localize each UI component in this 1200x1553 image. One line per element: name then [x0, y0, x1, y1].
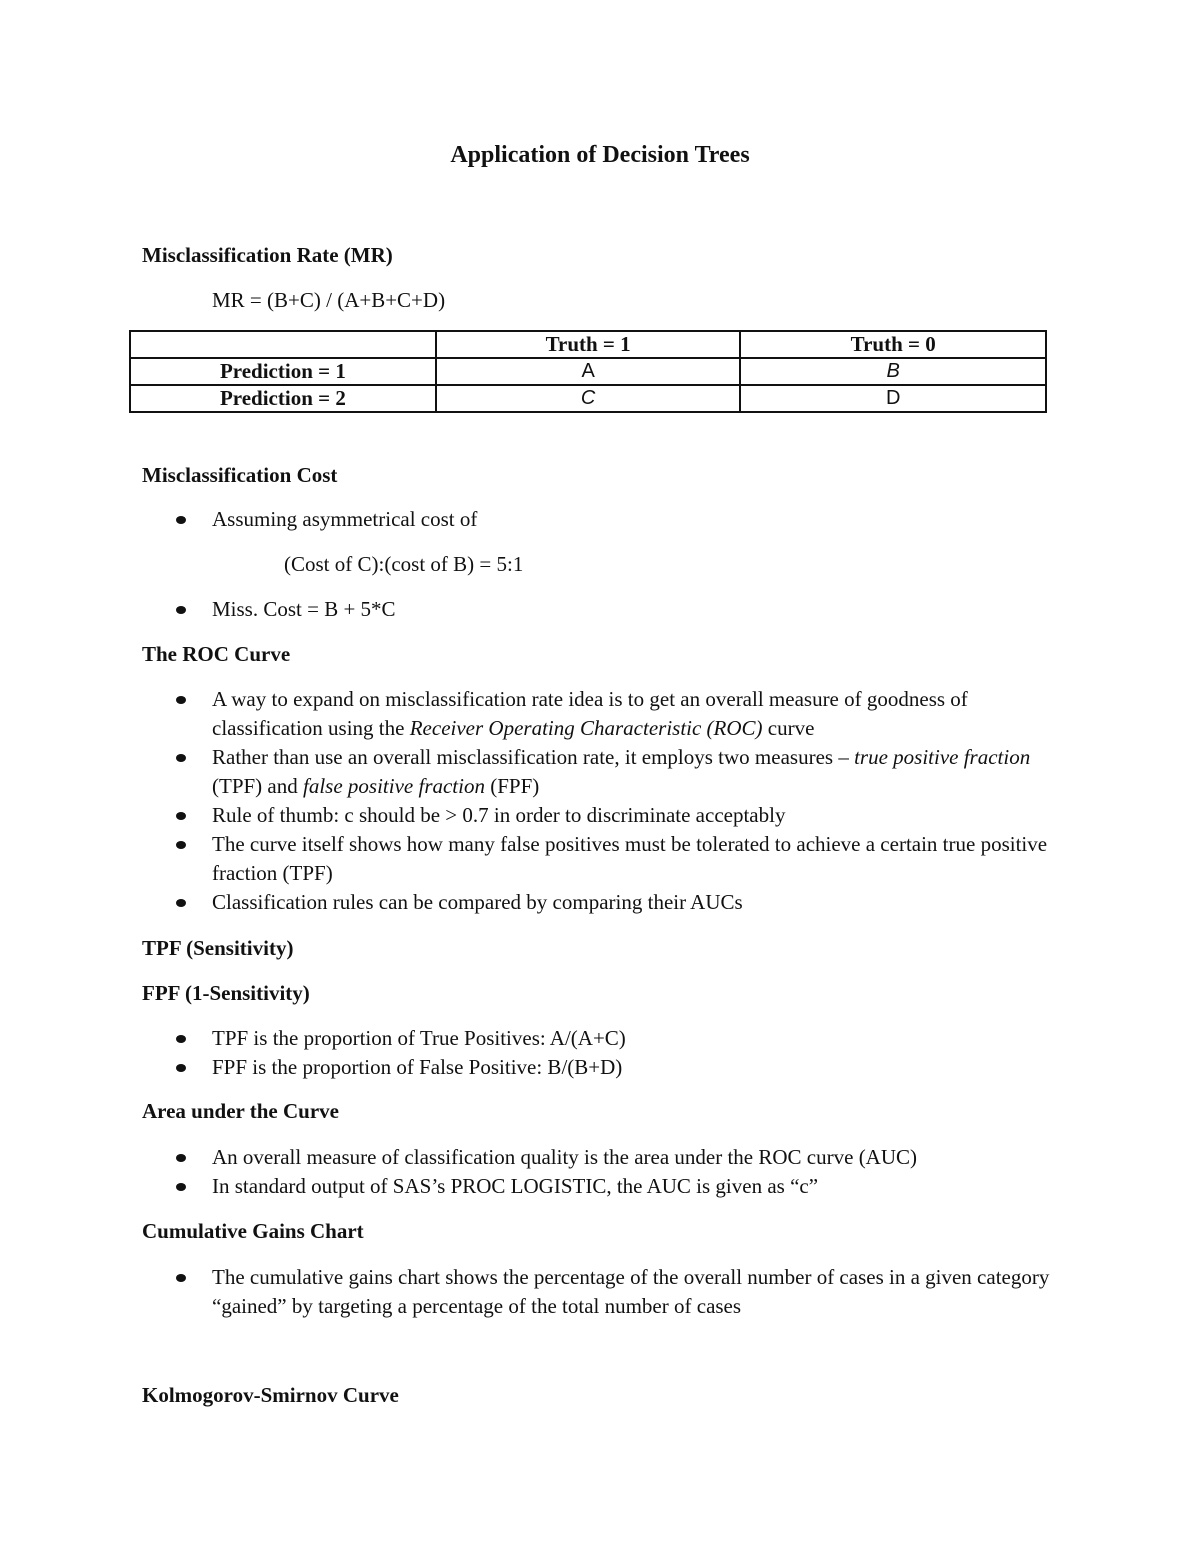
list-item-text: The curve itself shows how many false positives must be tolerated to achieve a certain true positive fraction (TPF): [212, 832, 1048, 885]
list-item-text: In standard output of SAS’s PROC LOGISTIC, the AUC is given as “c”: [212, 1174, 819, 1198]
list-item: [0, 1263, 1200, 1321]
heading-roc-curve: The ROC Curve: [142, 642, 291, 666]
list-item-text: The cumulative gains chart shows the percentage of the overall number of cases in a given category “gained” by targeting a percentage of the total number of cases: [212, 1265, 1050, 1318]
table-cell-a: A: [436, 358, 741, 385]
list-item-text: An overall measure of classification quality is the area under the ROC curve (AUC): [212, 1145, 918, 1169]
auc-bullet-list: [0, 1143, 1200, 1201]
bullet-icon: [176, 899, 186, 907]
bullet-icon: [176, 516, 186, 524]
list-item: [0, 1143, 1200, 1172]
cost-bullet-list-1: [0, 505, 1200, 534]
table-row: [130, 385, 1046, 412]
heading-cumulative-gains: Cumulative Gains Chart: [142, 1219, 364, 1243]
bullet-icon: [176, 606, 186, 614]
bullet-icon: [176, 812, 186, 820]
table-header-truth-1: Truth = 1: [436, 331, 741, 358]
heading-kolmogorov-smirnov: Kolmogorov-Smirnov Curve: [142, 1383, 399, 1407]
table-row: [130, 358, 1046, 385]
table-cell-d: D: [740, 385, 1046, 412]
table-row-label-prediction-2: Prediction = 2: [130, 385, 436, 412]
cost-bullet-list-2: [0, 595, 1200, 624]
list-item: [0, 505, 1200, 534]
list-item-text: (TPF) and: [212, 774, 303, 798]
table-cell-b: B: [740, 358, 1046, 385]
table-header-truth-0: Truth = 0: [740, 331, 1046, 358]
list-item: [0, 830, 1200, 888]
list-item: [0, 1172, 1200, 1201]
list-item-text: FPF is the proportion of False Positive: B/(B+D): [212, 1055, 623, 1079]
bullet-icon: [176, 1274, 186, 1282]
list-item-text: curve: [762, 716, 815, 740]
roc-bullet-list: [0, 685, 1200, 917]
mr-formula: MR = (B+C) / (A+B+C+D): [212, 288, 446, 312]
cost-ratio: (Cost of C):(cost of B) = 5:1: [284, 552, 524, 576]
table-header-row: [130, 331, 1046, 358]
table-row-label-prediction-1: Prediction = 1: [130, 358, 436, 385]
list-item-text: (FPF): [484, 774, 540, 798]
list-item: [0, 685, 1200, 743]
list-item: [0, 801, 1200, 830]
list-item-text: A way to expand on misclassification rate idea is to get an overall measure of goodness of classification using the: [212, 687, 968, 740]
table-cell-c: C: [436, 385, 741, 412]
table-cell-corner: [130, 331, 436, 358]
heading-misclassification-cost: Misclassification Cost: [142, 463, 338, 487]
list-item-text: Classification rules can be compared by comparing their AUCs: [212, 890, 743, 914]
list-item: [0, 743, 1200, 801]
fpf-bullet-list: [0, 1024, 1200, 1082]
heading-fpf: FPF (1-Sensitivity): [142, 981, 310, 1005]
heading-tpf: TPF (Sensitivity): [142, 936, 294, 960]
bullet-icon: [176, 1154, 186, 1162]
document-title: Application of Decision Trees: [450, 142, 750, 168]
confusion-matrix-table: [129, 330, 1047, 413]
heading-misclassification-rate: Misclassification Rate (MR): [142, 243, 393, 267]
list-item: [0, 595, 1200, 624]
list-item-text: Miss. Cost = B + 5*C: [212, 597, 396, 621]
list-item-text: TPF is the proportion of True Positives: A/(A+C): [212, 1026, 626, 1050]
list-item: [0, 1053, 1200, 1082]
list-item-text: Rule of thumb: c should be > 0.7 in order to discriminate acceptably: [212, 803, 786, 827]
list-item: [0, 888, 1200, 917]
list-item-text: Assuming asymmetrical cost of: [212, 507, 478, 531]
fpf-term: false positive fraction: [303, 774, 485, 798]
list-item: [0, 1024, 1200, 1053]
heading-area-under-curve: Area under the Curve: [142, 1099, 339, 1123]
bullet-icon: [176, 1035, 186, 1043]
bullet-icon: [176, 1183, 186, 1191]
roc-term: Receiver Operating Characteristic (ROC): [409, 716, 763, 740]
bullet-icon: [176, 754, 186, 762]
bullet-icon: [176, 841, 186, 849]
gains-bullet-list: [0, 1263, 1200, 1321]
tpf-term: true positive fraction: [854, 745, 1031, 769]
list-item-text: Rather than use an overall misclassification rate, it employs two measures –: [212, 745, 855, 769]
bullet-icon: [176, 1064, 186, 1072]
bullet-icon: [176, 696, 186, 704]
